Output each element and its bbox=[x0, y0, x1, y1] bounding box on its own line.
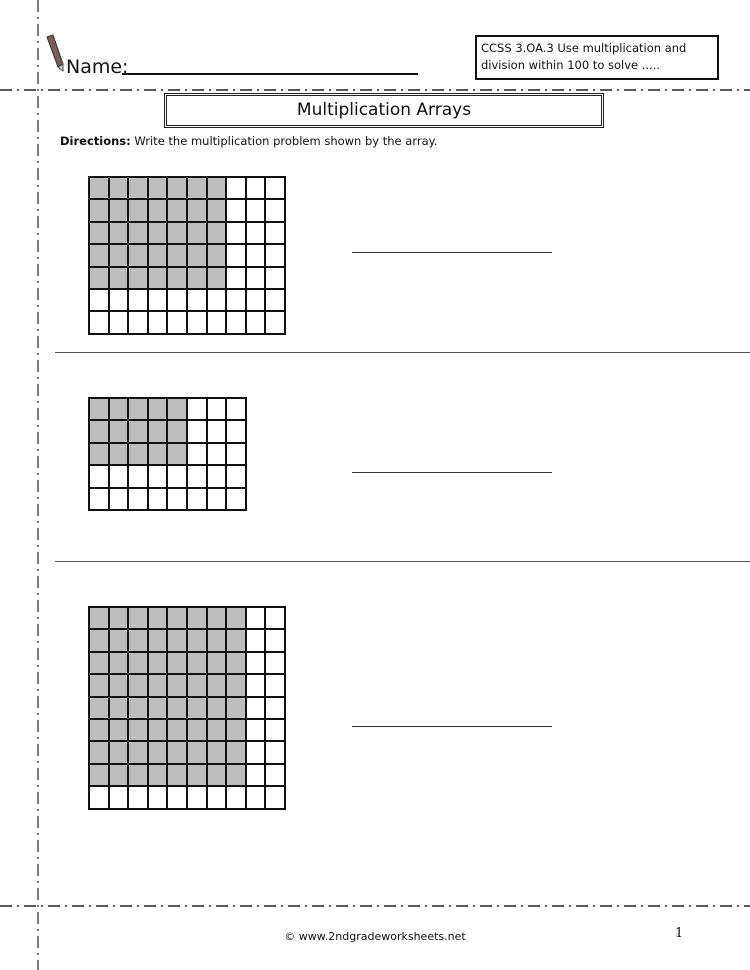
shaded-cell bbox=[128, 199, 148, 221]
empty-cell bbox=[167, 465, 187, 487]
shaded-cell bbox=[109, 222, 129, 244]
empty-cell bbox=[207, 289, 227, 311]
empty-cell bbox=[128, 488, 148, 510]
shaded-cell bbox=[167, 443, 187, 465]
empty-cell bbox=[246, 697, 266, 719]
shaded-cell bbox=[187, 222, 207, 244]
shaded-cell bbox=[109, 697, 129, 719]
empty-cell bbox=[148, 488, 168, 510]
empty-cell bbox=[265, 177, 285, 199]
empty-cell bbox=[226, 420, 246, 442]
shaded-cell bbox=[148, 607, 168, 629]
shaded-cell bbox=[89, 199, 109, 221]
empty-cell bbox=[226, 488, 246, 510]
empty-cell bbox=[207, 420, 227, 442]
shaded-cell bbox=[226, 629, 246, 651]
empty-cell bbox=[187, 488, 207, 510]
shaded-cell bbox=[109, 652, 129, 674]
shaded-cell bbox=[207, 177, 227, 199]
empty-cell bbox=[265, 786, 285, 808]
shaded-cell bbox=[89, 222, 109, 244]
empty-cell bbox=[89, 311, 109, 333]
shaded-cell bbox=[167, 697, 187, 719]
shaded-cell bbox=[207, 741, 227, 763]
section-divider bbox=[55, 352, 750, 353]
shaded-cell bbox=[167, 674, 187, 696]
shaded-cell bbox=[187, 267, 207, 289]
shaded-cell bbox=[148, 652, 168, 674]
shaded-cell bbox=[167, 177, 187, 199]
empty-cell bbox=[265, 652, 285, 674]
shaded-cell bbox=[167, 607, 187, 629]
shaded-cell bbox=[187, 764, 207, 786]
empty-cell bbox=[89, 465, 109, 487]
shaded-cell bbox=[187, 697, 207, 719]
shaded-cell bbox=[109, 607, 129, 629]
empty-cell bbox=[246, 741, 266, 763]
empty-cell bbox=[226, 311, 246, 333]
shaded-cell bbox=[128, 398, 148, 420]
empty-cell bbox=[246, 629, 266, 651]
shaded-cell bbox=[128, 652, 148, 674]
shaded-cell bbox=[109, 267, 129, 289]
shaded-cell bbox=[89, 267, 109, 289]
pencil-icon bbox=[44, 34, 66, 72]
shaded-cell bbox=[207, 674, 227, 696]
empty-cell bbox=[265, 741, 285, 763]
empty-cell bbox=[187, 398, 207, 420]
empty-cell bbox=[187, 311, 207, 333]
empty-cell bbox=[226, 289, 246, 311]
directions bbox=[60, 134, 437, 148]
directions-label: Directions: bbox=[60, 134, 131, 148]
empty-cell bbox=[207, 311, 227, 333]
shaded-cell bbox=[207, 607, 227, 629]
shaded-cell bbox=[187, 652, 207, 674]
section-divider bbox=[55, 561, 750, 562]
shaded-cell bbox=[128, 674, 148, 696]
page-title: Multiplication Arrays bbox=[164, 93, 604, 128]
empty-cell bbox=[265, 267, 285, 289]
shaded-cell bbox=[89, 177, 109, 199]
empty-cell bbox=[207, 488, 227, 510]
shaded-cell bbox=[187, 629, 207, 651]
shaded-cell bbox=[148, 420, 168, 442]
shaded-cell bbox=[109, 420, 129, 442]
empty-cell bbox=[265, 629, 285, 651]
empty-cell bbox=[226, 222, 246, 244]
empty-cell bbox=[246, 244, 266, 266]
standard-box: CCSS 3.OA.3 Use multiplication and division within 100 to solve ..... bbox=[475, 35, 719, 80]
shaded-cell bbox=[109, 177, 129, 199]
shaded-cell bbox=[148, 674, 168, 696]
empty-cell bbox=[226, 786, 246, 808]
empty-cell bbox=[226, 398, 246, 420]
shaded-cell bbox=[207, 267, 227, 289]
shaded-cell bbox=[207, 244, 227, 266]
empty-cell bbox=[246, 764, 266, 786]
empty-cell bbox=[89, 488, 109, 510]
array-grid-1 bbox=[88, 176, 286, 335]
shaded-cell bbox=[187, 177, 207, 199]
shaded-cell bbox=[187, 199, 207, 221]
shaded-cell bbox=[109, 674, 129, 696]
empty-cell bbox=[187, 465, 207, 487]
shaded-cell bbox=[167, 199, 187, 221]
empty-cell bbox=[109, 786, 129, 808]
empty-cell bbox=[265, 311, 285, 333]
shaded-cell bbox=[167, 741, 187, 763]
shaded-cell bbox=[89, 741, 109, 763]
shaded-cell bbox=[109, 398, 129, 420]
shaded-cell bbox=[148, 697, 168, 719]
shaded-cell bbox=[207, 652, 227, 674]
shaded-cell bbox=[226, 697, 246, 719]
shaded-cell bbox=[109, 199, 129, 221]
page-number: 1 bbox=[675, 926, 684, 941]
shaded-cell bbox=[128, 244, 148, 266]
empty-cell bbox=[246, 289, 266, 311]
empty-cell bbox=[226, 199, 246, 221]
shaded-cell bbox=[89, 697, 109, 719]
shaded-cell bbox=[89, 607, 109, 629]
empty-cell bbox=[207, 786, 227, 808]
empty-cell bbox=[109, 488, 129, 510]
shaded-cell bbox=[148, 719, 168, 741]
array-grid-2 bbox=[88, 397, 247, 511]
shaded-cell bbox=[148, 222, 168, 244]
shaded-cell bbox=[207, 199, 227, 221]
empty-cell bbox=[187, 786, 207, 808]
shaded-cell bbox=[148, 267, 168, 289]
shaded-cell bbox=[226, 607, 246, 629]
empty-cell bbox=[148, 786, 168, 808]
shaded-cell bbox=[128, 177, 148, 199]
shaded-cell bbox=[89, 674, 109, 696]
empty-cell bbox=[207, 465, 227, 487]
name-input-line[interactable] bbox=[122, 73, 418, 75]
shaded-cell bbox=[187, 719, 207, 741]
empty-cell bbox=[128, 311, 148, 333]
shaded-cell bbox=[226, 741, 246, 763]
empty-cell bbox=[187, 289, 207, 311]
shaded-cell bbox=[226, 764, 246, 786]
shaded-cell bbox=[128, 443, 148, 465]
empty-cell bbox=[265, 199, 285, 221]
shaded-cell bbox=[167, 764, 187, 786]
empty-cell bbox=[109, 465, 129, 487]
shaded-cell bbox=[207, 764, 227, 786]
shaded-cell bbox=[207, 629, 227, 651]
empty-cell bbox=[265, 764, 285, 786]
empty-cell bbox=[128, 289, 148, 311]
shaded-cell bbox=[167, 244, 187, 266]
empty-cell bbox=[265, 607, 285, 629]
empty-cell bbox=[207, 443, 227, 465]
directions-text: Write the multiplication problem shown by the array. bbox=[130, 134, 438, 148]
empty-cell bbox=[226, 267, 246, 289]
shaded-cell bbox=[207, 719, 227, 741]
empty-cell bbox=[89, 289, 109, 311]
empty-cell bbox=[167, 311, 187, 333]
empty-cell bbox=[148, 289, 168, 311]
shaded-cell bbox=[89, 719, 109, 741]
shaded-cell bbox=[109, 741, 129, 763]
empty-cell bbox=[109, 289, 129, 311]
empty-cell bbox=[246, 652, 266, 674]
empty-cell bbox=[246, 607, 266, 629]
empty-cell bbox=[187, 420, 207, 442]
empty-cell bbox=[265, 697, 285, 719]
empty-cell bbox=[265, 222, 285, 244]
name-label: Name: bbox=[66, 56, 129, 78]
empty-cell bbox=[226, 465, 246, 487]
empty-cell bbox=[246, 222, 266, 244]
shaded-cell bbox=[187, 741, 207, 763]
shaded-cell bbox=[109, 719, 129, 741]
shaded-cell bbox=[89, 398, 109, 420]
shaded-cell bbox=[128, 420, 148, 442]
empty-cell bbox=[246, 311, 266, 333]
shaded-cell bbox=[89, 420, 109, 442]
shaded-cell bbox=[148, 764, 168, 786]
shaded-cell bbox=[89, 764, 109, 786]
shaded-cell bbox=[128, 719, 148, 741]
empty-cell bbox=[167, 786, 187, 808]
shaded-cell bbox=[226, 719, 246, 741]
footer-copyright: © www.2ndgradeworksheets.net bbox=[284, 930, 466, 943]
shaded-cell bbox=[148, 398, 168, 420]
shaded-cell bbox=[187, 674, 207, 696]
answer-line-2[interactable] bbox=[352, 472, 552, 473]
shaded-cell bbox=[89, 652, 109, 674]
shaded-cell bbox=[109, 443, 129, 465]
empty-cell bbox=[246, 719, 266, 741]
empty-cell bbox=[265, 719, 285, 741]
empty-cell bbox=[246, 199, 266, 221]
shaded-cell bbox=[167, 719, 187, 741]
shaded-cell bbox=[148, 741, 168, 763]
shaded-cell bbox=[148, 629, 168, 651]
shaded-cell bbox=[226, 652, 246, 674]
shaded-cell bbox=[89, 244, 109, 266]
empty-cell bbox=[265, 244, 285, 266]
shaded-cell bbox=[226, 674, 246, 696]
empty-cell bbox=[226, 443, 246, 465]
shaded-cell bbox=[128, 629, 148, 651]
shaded-cell bbox=[167, 222, 187, 244]
empty-cell bbox=[246, 674, 266, 696]
shaded-cell bbox=[128, 222, 148, 244]
shaded-cell bbox=[167, 267, 187, 289]
shaded-cell bbox=[109, 764, 129, 786]
empty-cell bbox=[128, 465, 148, 487]
shaded-cell bbox=[187, 607, 207, 629]
empty-cell bbox=[226, 177, 246, 199]
empty-cell bbox=[226, 244, 246, 266]
shaded-cell bbox=[148, 177, 168, 199]
shaded-cell bbox=[109, 244, 129, 266]
shaded-cell bbox=[148, 244, 168, 266]
shaded-cell bbox=[89, 443, 109, 465]
shaded-cell bbox=[89, 629, 109, 651]
shaded-cell bbox=[167, 420, 187, 442]
shaded-cell bbox=[207, 222, 227, 244]
shaded-cell bbox=[148, 443, 168, 465]
empty-cell bbox=[246, 786, 266, 808]
empty-cell bbox=[246, 267, 266, 289]
empty-cell bbox=[167, 488, 187, 510]
shaded-cell bbox=[128, 697, 148, 719]
answer-line-1[interactable] bbox=[352, 252, 552, 253]
shaded-cell bbox=[148, 199, 168, 221]
shaded-cell bbox=[207, 697, 227, 719]
shaded-cell bbox=[109, 629, 129, 651]
empty-cell bbox=[167, 289, 187, 311]
shaded-cell bbox=[128, 764, 148, 786]
empty-cell bbox=[128, 786, 148, 808]
shaded-cell bbox=[128, 607, 148, 629]
empty-cell bbox=[148, 311, 168, 333]
shaded-cell bbox=[187, 244, 207, 266]
shaded-cell bbox=[167, 629, 187, 651]
shaded-cell bbox=[128, 267, 148, 289]
shaded-cell bbox=[167, 398, 187, 420]
empty-cell bbox=[207, 398, 227, 420]
shaded-cell bbox=[167, 652, 187, 674]
empty-cell bbox=[246, 177, 266, 199]
empty-cell bbox=[89, 786, 109, 808]
empty-cell bbox=[265, 674, 285, 696]
empty-cell bbox=[109, 311, 129, 333]
shaded-cell bbox=[128, 741, 148, 763]
empty-cell bbox=[265, 289, 285, 311]
array-grid-3 bbox=[88, 606, 286, 810]
empty-cell bbox=[187, 443, 207, 465]
empty-cell bbox=[148, 465, 168, 487]
answer-line-3[interactable] bbox=[352, 726, 552, 727]
